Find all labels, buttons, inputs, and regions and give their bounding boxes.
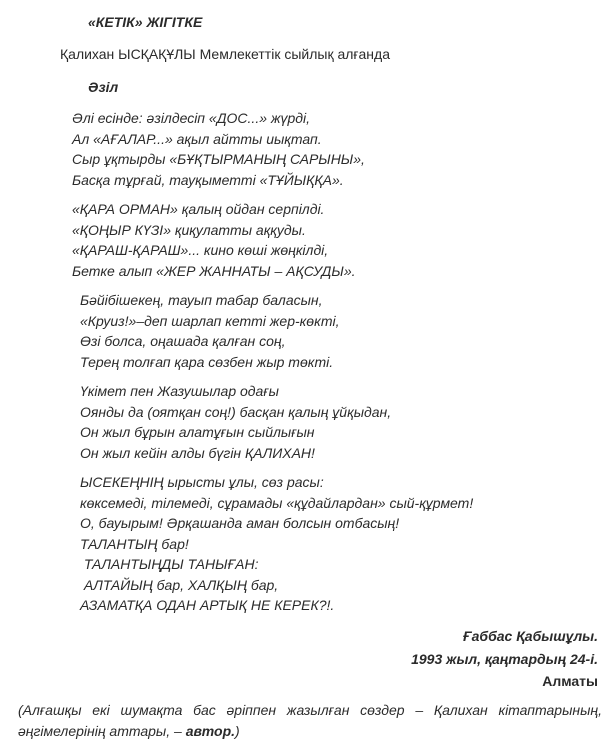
poem-dedication: Қалихан ЫСҚАҚҰЛЫ Мемлекеттік сыйлық алғанда [60,46,390,62]
verse-line: ЫСЕКЕҢНІҢ ырысты ұлы, сөз расы: [80,474,324,490]
verse-line: ТАЛАНТЫҢ бар! [80,535,189,552]
stanza-1 [72,108,365,190]
verse-line: «ҚАРА ОРМАН» қалың ойдан серпілді. [72,201,325,217]
verse-line: «Круиз!»–деп шарлап кетті жер-көкті, [80,312,340,329]
verse-line: ТАЛАНТЫҢДЫ ТАНЫҒАН: [80,556,259,572]
verse-line: Әлі есінде: әзілдесіп «ДОС...» жүрді, [72,110,311,126]
footnote-author: автор. [185,723,236,739]
verse-line: көксемеді, тілемеді, сұрамады «құдайлардан» сый-құрмет! [80,494,474,511]
stanza-3 [80,290,340,372]
footnote-text: (Алғашқы екі шумақта бас әріппен жазылған сөздер – Қалихан кітаптарының, әңгімелерінің аттары, – [18,702,602,739]
poem-title: «КЕТІК» ЖІГІТКЕ [88,14,203,30]
verse-line: Бетке алып «ЖЕР ЖАННАТЫ – АҚСУДЫ». [72,262,356,279]
verse-line: «ҚОҢЫР КҮЗІ» қиқулатты аққуды. [72,221,306,238]
verse-line: Үкімет пен Жазушылар одағы [80,383,279,399]
signature-place: Алматы [542,673,598,689]
poem-genre-label: Әзіл [88,79,119,95]
verse-line: Өзі болса, оңашада қалған соң, [80,333,286,349]
verse-line: Он жыл кейін алды бүгін ҚАЛИХАН! [80,444,315,461]
signature-date: 1993 жыл, қаңтардың 24-і. [411,651,598,667]
verse-line: «ҚАРАШ-ҚАРАШ»... кино көші жөңкілді, [72,242,329,258]
stanza-2 [72,199,356,281]
verse-line: Басқа тұрғай, тауқыметті «ТҰЙЫҚҚА». [72,171,344,188]
footnote-close: ) [235,723,240,739]
stanza-4 [80,381,391,463]
verse-line: О, бауырым! Әрқашанда аман болсын отбасың! [80,515,400,531]
verse-line: Ал «АҒАЛАР...» ақыл айтты иықтап. [72,130,322,147]
verse-line: Бәйібішекең, тауып табар баласын, [80,292,323,308]
verse-line: Оянды да (оятқан соң!) басқан қалың ұйқыдан, [80,403,392,420]
footnote [18,700,602,742]
verse-line: Терең толғап қара сөзбен жыр төкті. [80,353,334,370]
signature-author: Ғаббас Қабышұлы. [463,628,598,644]
verse-line: АЗАМАТҚА ОДАН АРТЫҚ НЕ КЕРЕК?!. [80,597,335,613]
verse-line: АЛТАЙЫҢ бар, ХАЛҚЫҢ бар, [80,576,279,593]
verse-line: Он жыл бұрын алатұғын сыйлығын [80,424,315,440]
verse-line: Сыр ұқтырды «БҰҚТЫРМАНЫҢ САРЫНЫ», [72,151,365,167]
stanza-5 [80,472,473,616]
